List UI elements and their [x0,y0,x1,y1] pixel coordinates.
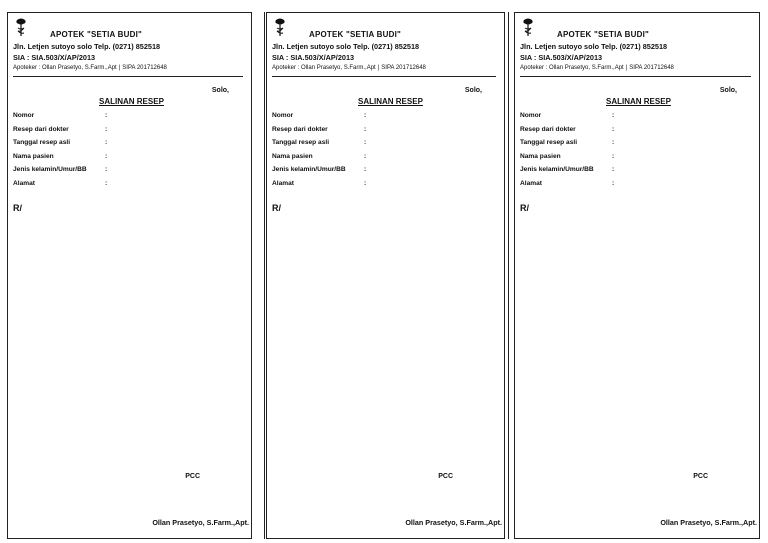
pharmacist-signature: Ollan Prasetyo, S.Farm.,Apt. [405,518,502,527]
pharmacy-name: APOTEK "SETIA BUDI" [50,30,142,39]
field-colon: : [105,139,108,147]
pharmacy-address: Jln. Letjen sutoyo solo Telp. (0271) 852518 [13,42,161,51]
field-colon: : [105,125,108,133]
header-rule [272,76,496,77]
field-label: Alamat [13,179,35,187]
city-date: Solo, [719,87,737,94]
field-colon: : [612,139,615,147]
field-label: Resep dari dokter [13,125,69,133]
separator: | [625,65,628,71]
field-label: Jenis kelamin/Umur/BB [272,166,346,174]
pcc-mark: PCC [438,473,453,480]
field-colon: : [105,179,108,187]
pharmacist-name: Apoteker : Ollan Prasetyo, S.Farm.,Apt [272,65,376,71]
rx-symbol: R/ [272,203,281,213]
rx-symbol: R/ [13,203,22,213]
city-date: Solo, [464,87,482,94]
pharmacist-line [520,65,674,71]
field-label: Nama pasien [520,152,561,160]
field-colon: : [612,112,615,119]
pharmacist-line [13,65,167,71]
separator: | [118,65,121,71]
pharmacy-name: APOTEK "SETIA BUDI" [309,30,401,39]
sipa-number: SIPA 201712648 [629,65,674,71]
field-label: Jenis kelamin/Umur/BB [13,166,87,174]
field-colon: : [364,112,367,119]
document-heading: SALINAN RESEP [358,97,423,106]
pcc-mark: PCC [185,473,200,480]
field-label: Nama pasien [272,152,313,160]
field-colon: : [612,152,615,160]
field-colon: : [364,125,367,133]
field-colon: : [105,152,108,160]
pharmacy-name: APOTEK "SETIA BUDI" [557,30,649,39]
header-rule [13,76,243,77]
header-rule [520,76,751,77]
pharmacy-sia: SIA : SIA.503/X/AP/2013 [13,53,96,62]
pharmacist-name: Apoteker : Ollan Prasetyo, S.Farm.,Apt [520,65,624,71]
rx-symbol: R/ [520,203,529,213]
field-colon: : [364,152,367,160]
pharmacist-signature: Ollan Prasetyo, S.Farm.,Apt. [152,518,249,527]
city-date: Solo, [211,87,229,94]
field-colon: : [364,139,367,147]
field-label: Alamat [272,179,294,187]
document-heading: SALINAN RESEP [606,97,671,106]
field-colon: : [612,125,615,133]
pharmacist-signature: Ollan Prasetyo, S.Farm.,Apt. [660,518,757,527]
pharmacy-address: Jln. Letjen sutoyo solo Telp. (0271) 852518 [272,42,420,51]
field-label: Nama pasien [13,152,54,160]
prescription-copy-3 [514,12,760,539]
prescription-copy-1 [7,12,252,539]
field-colon: : [364,179,367,187]
field-label: Nomor [272,112,294,119]
field-colon: : [364,166,367,174]
field-label: Resep dari dokter [520,125,576,133]
pharmacist-line [272,65,426,71]
field-label: Tanggal resep asli [272,139,330,147]
prescription-copy-2 [266,12,505,539]
pharmacy-sia: SIA : SIA.503/X/AP/2013 [272,53,355,62]
pharmacy-logo-icon [273,17,287,37]
panel-divider [508,12,509,539]
separator: | [377,65,380,71]
pharmacy-logo-icon [521,17,535,37]
field-colon: : [105,112,108,119]
pharmacist-name: Apoteker : Ollan Prasetyo, S.Farm.,Apt [13,65,117,71]
sipa-number: SIPA 201712648 [381,65,426,71]
pharmacy-logo-icon [14,17,28,37]
field-label: Tanggal resep asli [13,139,71,147]
field-label: Nomor [13,112,35,119]
field-colon: : [612,179,615,187]
pharmacy-address: Jln. Letjen sutoyo solo Telp. (0271) 852518 [520,42,668,51]
sipa-number: SIPA 201712648 [122,65,167,71]
pharmacy-sia: SIA : SIA.503/X/AP/2013 [520,53,603,62]
field-label: Tanggal resep asli [520,139,578,147]
panel-divider [264,12,265,539]
field-label: Nomor [520,112,542,119]
field-colon: : [105,166,108,174]
field-label: Resep dari dokter [272,125,328,133]
document-heading: SALINAN RESEP [99,97,164,106]
pcc-mark: PCC [693,473,708,480]
field-colon: : [612,166,615,174]
field-label: Jenis kelamin/Umur/BB [520,166,594,174]
field-label: Alamat [520,179,542,187]
